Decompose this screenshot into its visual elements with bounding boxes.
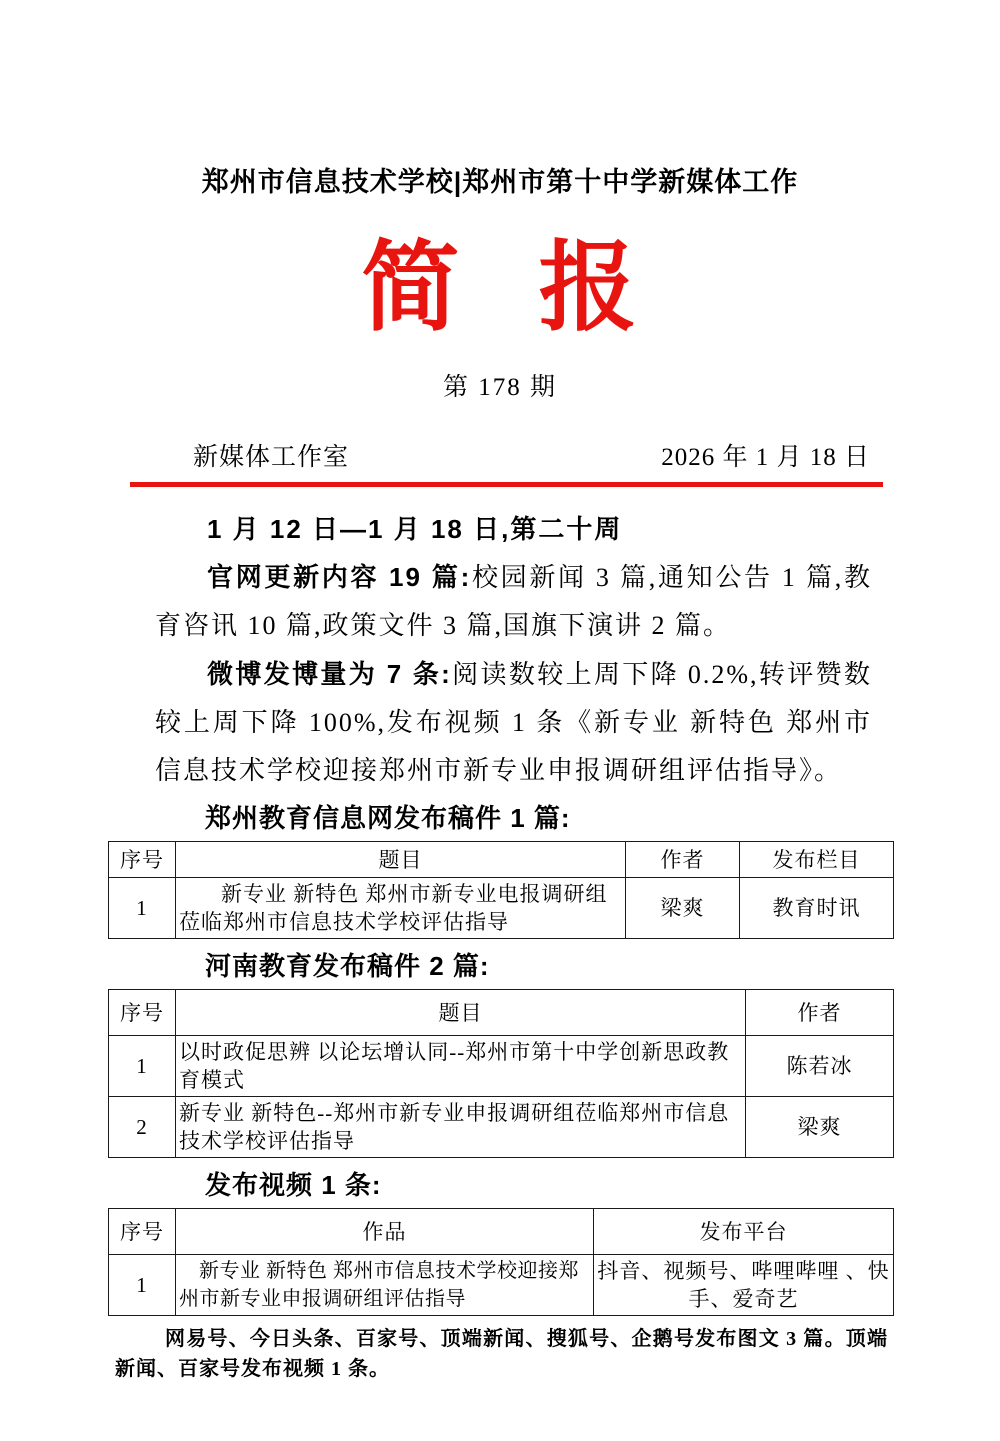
zhengzhou-edu-net-table [108, 841, 894, 939]
table-row [109, 1097, 894, 1158]
cell-no: 1 [109, 878, 176, 939]
table-header-row [109, 990, 894, 1036]
col-header-author: 作者 [626, 842, 740, 878]
section-video [0, 1168, 1000, 1316]
cell-column: 教育时讯 [740, 878, 894, 939]
paragraph-website-update [155, 553, 872, 650]
website-update-lead: 官网更新内容 19 篇: [207, 562, 472, 592]
cell-author: 梁爽 [746, 1097, 894, 1158]
section-heading: 郑州教育信息网发布稿件 1 篇: [205, 803, 571, 833]
section-heading: 发布视频 1 条: [205, 1170, 382, 1200]
cell-no: 1 [109, 1036, 176, 1097]
cell-no: 1 [109, 1255, 176, 1316]
table-row [109, 1036, 894, 1097]
cell-author: 陈若冰 [746, 1036, 894, 1097]
weibo-lead: 微博发博量为 7 条: [207, 659, 452, 689]
paragraph-weibo [155, 650, 872, 795]
col-header-title: 题目 [176, 842, 626, 878]
meta-row [130, 443, 870, 473]
table-row [109, 878, 894, 939]
section-henan-edu [0, 949, 1000, 1158]
cell-no: 2 [109, 1097, 176, 1158]
bulletin-title: 简 报 [361, 232, 639, 342]
col-header-platform: 发布平台 [594, 1209, 894, 1255]
cell-title: 新专业 新特色 郑州市新专业电报调研组莅临郑州市信息技术学校评估指导 [176, 878, 626, 939]
red-divider [130, 482, 883, 487]
table-header-row [109, 1209, 894, 1255]
col-header-column: 发布栏目 [740, 842, 894, 878]
cell-platform: 抖音、视频号、哔哩哔哩 、快手、爱奇艺 [594, 1255, 894, 1316]
department-name: 新媒体工作室 [193, 444, 350, 471]
website-update-rest: 校园新闻 3 篇,通知公告 1 篇,教育咨讯 10 篇,政策文件 3 篇,国旗下演讲 2 篇。 [155, 563, 872, 640]
cell-title: 新专业 新特色--郑州市新专业申报调研组莅临郑州市信息技术学校评估指导 [176, 1097, 746, 1158]
table-row [109, 1255, 894, 1316]
section-heading: 河南教育发布稿件 2 篇: [205, 951, 490, 981]
weibo-rest: 阅读数较上周下降 0.2%,转评赞数较上周下降 100%,发布视频 1 条《新专业 新特色 郑州市信息技术学校迎接郑州市新专业申报调研组评估指导》。 [155, 660, 872, 785]
video-table [108, 1208, 894, 1316]
issue-date: 2026 年 1 月 18 日 [661, 444, 870, 471]
col-header-no: 序号 [109, 842, 176, 878]
footer-note: 网易号、今日头条、百家号、顶端新闻、搜狐号、企鹅号发布图文 3 篇。顶端新闻、百家号发布视频 1 条。 [115, 1328, 888, 1380]
issue-number: 第 178 期 [442, 374, 557, 401]
col-header-no: 序号 [109, 990, 176, 1036]
col-header-work: 作品 [176, 1209, 594, 1255]
cell-title: 以时政促思辨 以论坛增认同--郑州市第十中学创新思政教育模式 [176, 1036, 746, 1097]
cell-author: 梁爽 [626, 878, 740, 939]
col-header-no: 序号 [109, 1209, 176, 1255]
table-header-row [109, 842, 894, 878]
body-content [155, 505, 872, 795]
org-title: 郑州市信息技术学校|郑州市第十中学新媒体工作 [201, 167, 799, 197]
week-line: 1 月 12 日—1 月 18 日,第二十周 [207, 514, 623, 544]
col-header-author: 作者 [746, 990, 894, 1036]
henan-edu-table [108, 989, 894, 1158]
cell-work: 新专业 新特色 郑州市信息技术学校迎接郑州市新专业申报调研组评估指导 [176, 1255, 594, 1316]
section-zhengzhou-edu-net [0, 801, 1000, 939]
col-header-title: 题目 [176, 990, 746, 1036]
